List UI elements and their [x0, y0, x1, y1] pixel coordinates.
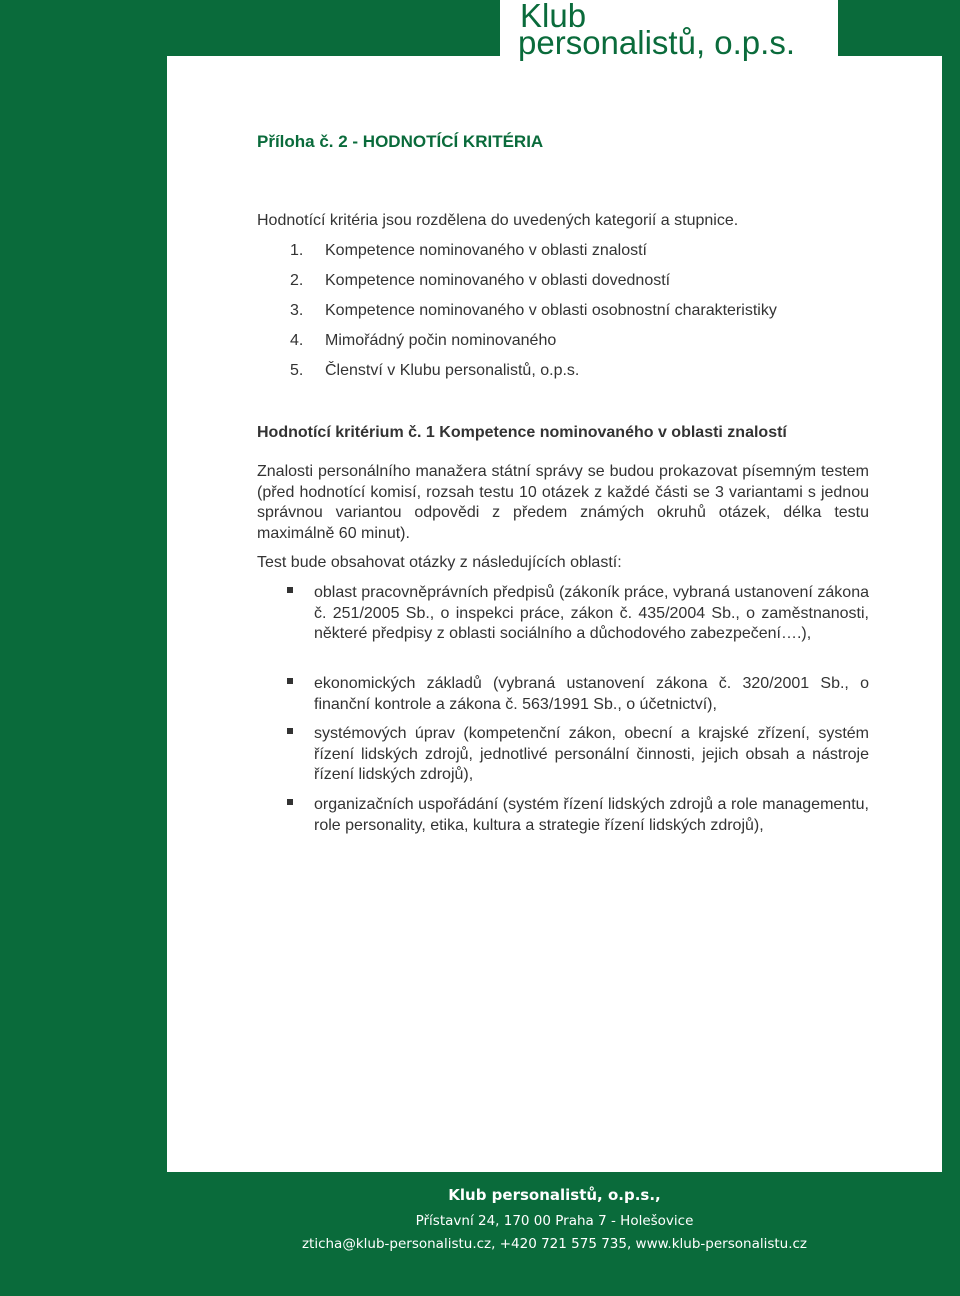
intro-text: Hodnotící kritéria jsou rozdělena do uvedených kategorií a stupnice.: [257, 212, 739, 229]
section-heading: Hodnotící kritérium č. 1 Kompetence nominovaného v oblasti znalostí: [257, 424, 787, 441]
test-intro-text: Test bude obsahovat otázky z následujících oblastí:: [257, 554, 622, 571]
green-left-band: [0, 0, 167, 1296]
category-number: 5.: [290, 362, 304, 379]
bullet-text: systémových úprav (kompetenční zákon, obecní a krajské zřízení, systém řízení lidských zdrojů, jednotlivé personální činnosti, jejich obsah a nástroje řízení lidských zdrojů),: [314, 725, 869, 783]
green-top-band: [0, 0, 500, 56]
category-label: Členství v Klubu personalistů, o.p.s.: [325, 362, 580, 379]
bullet-text: ekonomických základů (vybraná ustanovení zákona č. 320/2001 Sb., o finanční kontrole a zákona č. 563/1991 Sb., o účetnictví),: [314, 675, 869, 713]
category-number: 4.: [290, 332, 304, 349]
bullet-item: [314, 583, 869, 645]
category-label: Kompetence nominovaného v oblasti znalostí: [325, 242, 647, 259]
logo: [518, 0, 838, 62]
document-title: Příloha č. 2 - HODNOTÍCÍ KRITÉRIA: [257, 132, 544, 151]
bullet-item: [314, 795, 869, 836]
category-label: Kompetence nominovaného v oblasti dovedností: [325, 272, 671, 289]
bullet-item: [314, 724, 869, 786]
category-item: [290, 302, 777, 320]
category-number: 2.: [290, 272, 304, 289]
logo-line-1: Klub: [520, 0, 587, 34]
square-bullet-icon: [287, 728, 293, 734]
footer-address: Přístavní 24, 170 00 Praha 7 - Holešovice: [415, 1213, 694, 1229]
category-number: 3.: [290, 302, 304, 319]
footer: [167, 1172, 942, 1296]
bullet-text: oblast pracovněprávních předpisů (zákoník práce, vybraná ustanovení zákona č. 251/2005 Sb., o inspekci práce, zákon č. 435/2004 Sb., o zaměstnanosti, některé předpisy z oblasti sociálního a důchodového zabezpečení….),: [314, 584, 869, 642]
square-bullet-icon: [287, 799, 293, 805]
green-right-band: [942, 0, 960, 1296]
category-item: [290, 242, 647, 260]
category-item: [290, 272, 670, 290]
category-label: Mimořádný počin nominovaného: [325, 332, 557, 349]
footer-contact: zticha@klub-personalistu.cz, +420 721 575 735, www.klub-personalistu.cz: [301, 1236, 808, 1252]
footer-org-name: Klub personalistů, o.p.s.,: [448, 1186, 661, 1204]
bullet-item: [314, 674, 869, 715]
category-item: [290, 332, 556, 350]
category-label: Kompetence nominovaného v oblasti osobnostní charakteristiky: [325, 302, 777, 319]
bullet-text: organizačních uspořádání (systém řízení lidských zdrojů a role managementu, role personality, etika, kultura a strategie řízení lidských zdrojů),: [314, 796, 869, 834]
category-item: [290, 362, 579, 380]
square-bullet-icon: [287, 587, 293, 593]
category-number: 1.: [290, 242, 304, 259]
logo-line-2: personalistů, o.p.s.: [518, 24, 795, 61]
square-bullet-icon: [287, 678, 293, 684]
section-paragraph: Znalosti personálního manažera státní správy se budou prokazovat písemným testem (před hodnotící komisí, rozsah testu 10 otázek z každé části se 3 variantami s jednou správnou variantou odpovědi z předem známých okruhů otázek, délka testu maximálně 60 minut).: [257, 463, 869, 542]
